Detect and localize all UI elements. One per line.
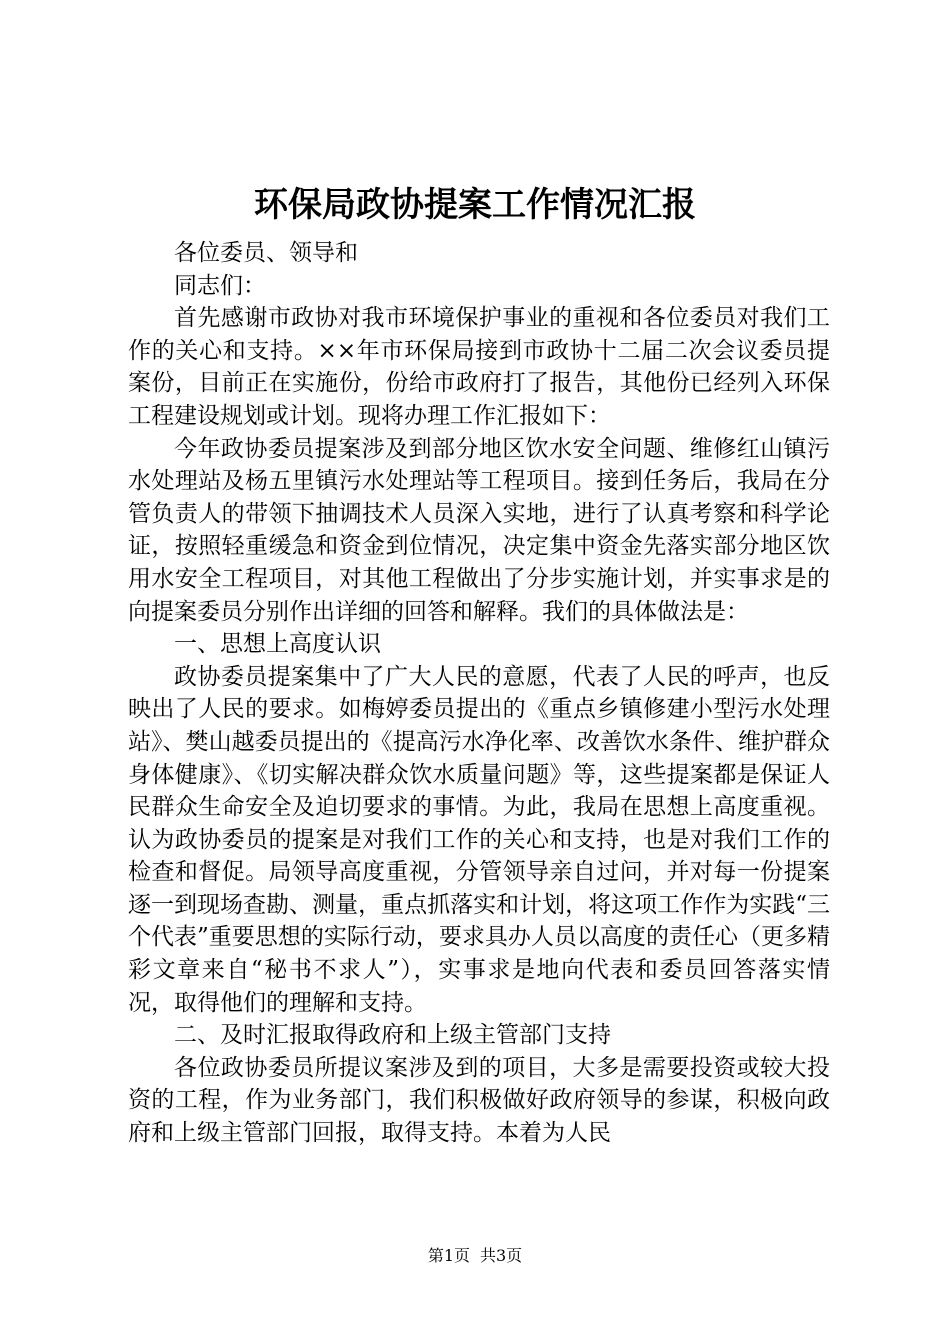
- section-heading: 二、及时汇报取得政府和上级主管部门支持: [174, 1022, 611, 1049]
- page-total: 共3页: [480, 1246, 523, 1265]
- page-footer: [0, 1244, 950, 1268]
- paragraph: 同志们：: [174, 272, 266, 299]
- paragraph: 政协委员提案集中了广大人民的意愿，代表了人民的呼声，也反映出了人民的要求。如梅婷委员提出的《重点乡镇修建小型污水处理站》、樊山越委员提出的《提高污水净化率、改善饮水条件、维护群众身体健康》、《切实解决群众饮水质量问题》等，这些提案都是保证人民群众生命安全及迫切要求的事情。为此，我局在思想上高度重视。认为政协委员的提案是对我们工作的关心和支持，也是对我们工作的检查和督促。局领导高度重视，分管领导亲自过问，并对每一份提案逐一到现场查勘、测量，重点抓落实和计划，将这项工作作为实践“三个代表”重要思想的实际行动，要求具办人员以高度的责任心（更多精彩文章来自“秘书不求人”），实事求是地向代表和委员回答落实情况，取得他们的理解和支持。: [128, 663, 830, 1016]
- paragraph: 各位政协委员所提议案涉及到的项目，大多是需要投资或较大投资的工程，作为业务部门，我们积极做好政府领导的参谋，积极向政府和上级主管部门回报，取得支持。本着为人民: [128, 1054, 830, 1147]
- document-body: [128, 237, 830, 1150]
- paragraph: 首先感谢市政协对我市环境保护事业的重视和各位委员对我们工作的关心和支持。××年市环保局接到市政协十二届二次会议委员提案份，目前正在实施份，份给市政府打了报告，其他份已经列入环保工程建设规划或计划。现将办理工作汇报如下：: [128, 305, 830, 429]
- paragraph: 各位委员、领导和: [174, 240, 358, 266]
- page-number: 第1页: [427, 1246, 470, 1265]
- section-heading: 一、思想上高度认识: [174, 631, 381, 658]
- paragraph: 今年政协委员提案涉及到部分地区饮水安全问题、维修红山镇污水处理站及杨五里镇污水处理站等工程项目。接到任务后，我局在分管负责人的带领下抽调技术人员深入实地，进行了认真考察和科学论证，按照轻重缓急和资金到位情况，决定集中资金先落实部分地区饮用水安全工程项目，对其他工程做出了分步实施计划，并实事求是的向提案委员分别作出详细的回答和解释。我们的具体做法是：: [128, 435, 830, 625]
- document-title: 环保局政协提案工作情况汇报: [254, 185, 696, 225]
